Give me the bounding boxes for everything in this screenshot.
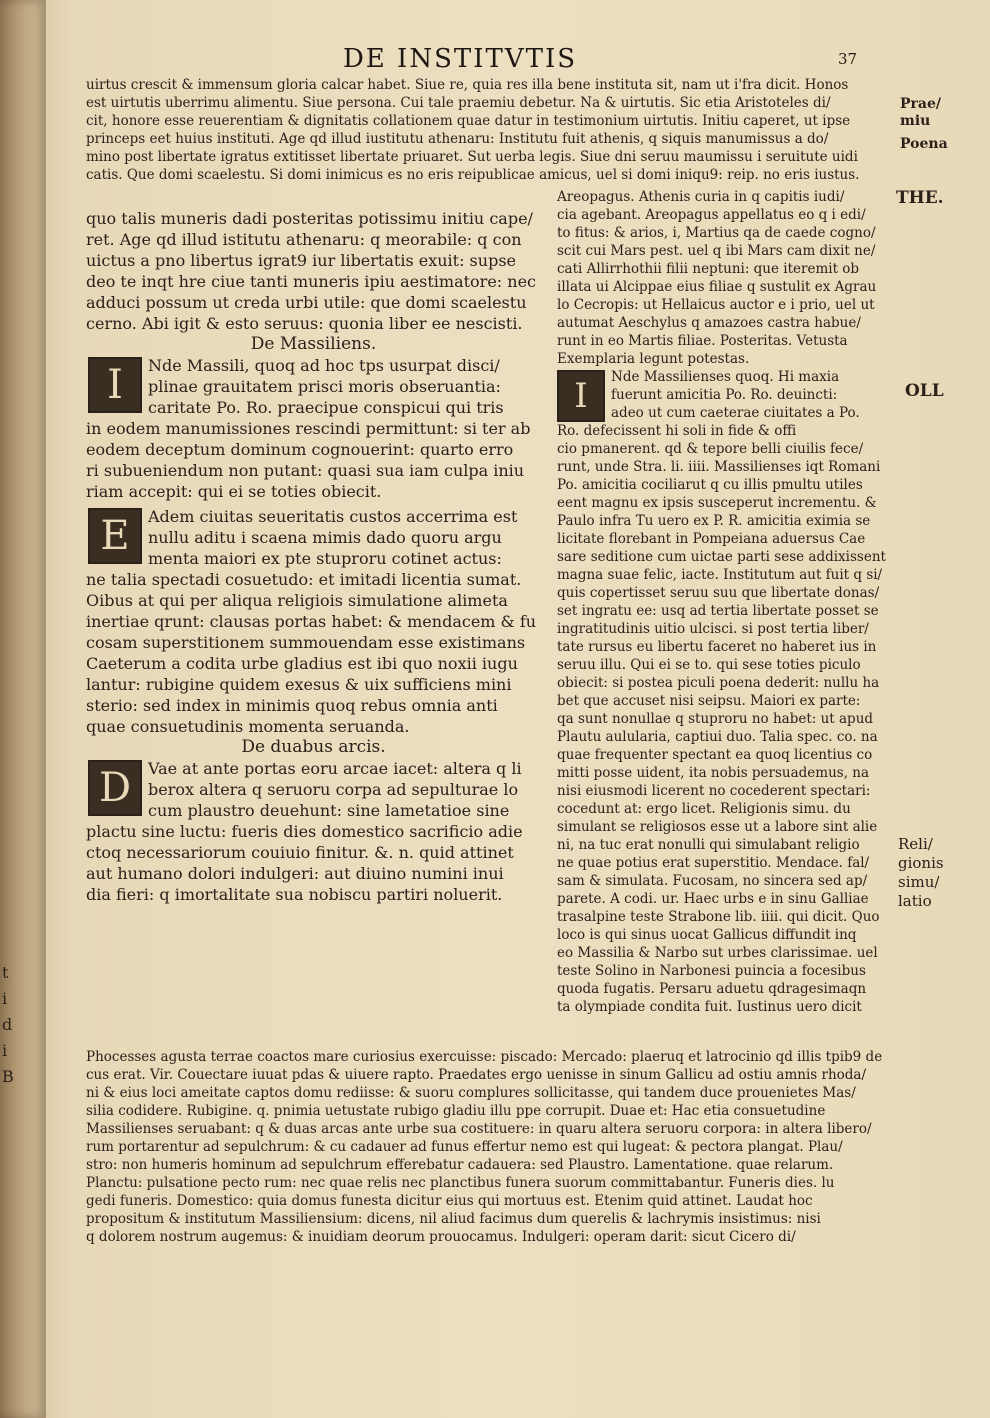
commentary-line: teste Solino in Narbonesi puincia a focesibus (557, 963, 866, 979)
commentary-line: q dolorem nostrum augemus: & inuidiam deorum prouocamus. Indulgeri: operam darit: sicut Cicero di/ (86, 1229, 796, 1245)
commentary-line: adeo ut cum caeterae ciuitates a Po. (611, 405, 860, 421)
main-text-line: Caeterum a codita urbe gladius est ibi quo noxii iugu (86, 654, 518, 673)
decorated-initial: D (88, 760, 142, 816)
commentary-line: quis copertisset seruu suu que libertate donas/ (557, 585, 880, 601)
main-text-line: quae consuetudinis momenta seruanda. (86, 717, 410, 736)
commentary-line: Exemplaria legunt potestas. (557, 351, 750, 367)
commentary-line: magna suae felic, iacte. Institutum aut fuit q si/ (557, 567, 883, 583)
binding-gutter (0, 0, 46, 1418)
main-text-line: Oibus at qui per aliqua religiois simulatione alimeta (86, 591, 508, 610)
running-title: DE INSTITVTIS (342, 44, 578, 74)
commentary-line: cio pmanerent. qd & tepore belli ciuilis fece/ (557, 441, 864, 457)
main-text-line: uictus a pno libertus igrat9 iur libertatis exuit: supse (86, 251, 516, 270)
commentary-line: Areopagus. Athenis curia in q capitis iudi/ (557, 189, 845, 205)
commentary-line: Po. amicitia cociliarut q cu illis pmultu utiles (557, 477, 863, 493)
margin-note-religionis: Reli/ gionis simu/ latio (898, 835, 944, 910)
commentary-line: autumat Aeschylus q amazoes castra habue/ (557, 315, 861, 331)
main-text-line: inertiae qrunt: clausas portas habet: & mendacem & fu (86, 612, 537, 631)
main-text-line: eodem deceptum dominum cognouerint: quarto erro (86, 440, 514, 459)
commentary-line: mino post libertate igratus extitisset libertate priuaret. Sut uerba legis. Siue dni seruu maumissu i seruitute uidi (86, 149, 858, 165)
commentary-line: licitate florebant in Pompeiana aduersus Cae (557, 531, 866, 547)
commentary-line: to fitus: & arios, i, Martius qa de caede cogno/ (557, 225, 876, 241)
main-text-line: in eodem manumissiones rescindi permittunt: si ter ab (86, 419, 531, 438)
gutter-mark: t (2, 963, 9, 982)
decorated-initial: I (88, 357, 142, 413)
main-text-line: dia fieri: q imortalitate sua nobiscu partiri noluerit. (86, 885, 503, 904)
commentary-line: mitti posse uident, ita nobis persuademus, na (557, 765, 870, 781)
main-text-line: quo talis muneris dadi posteritas potissimu initiu cape/ (86, 209, 533, 228)
main-text-line: plactu sine luctu: fueris dies domestico sacrificio adie (86, 822, 523, 841)
commentary-line: trasalpine teste Strabone lib. iiii. qui dicit. Quo (557, 909, 880, 925)
commentary-line: seruu illu. Qui ei se to. qui sese toties piculo (557, 657, 861, 673)
section-heading-arcis: De duabus arcis. (241, 737, 386, 757)
gutter-mark: d (2, 1015, 13, 1034)
main-text-line: cosam superstitionem summouendam esse existimans (86, 633, 526, 652)
main-text-line: riam accepit: qui ei se toties obiecit. (86, 482, 382, 501)
commentary-line: ni, na tuc erat nonulli qui simulabant religio (557, 837, 860, 853)
commentary-line: illata ui Alcippae eius filiae q sustulit ex Agrau (557, 279, 877, 295)
section-arcis (86, 758, 541, 905)
main-text-line: ret. Age qd illud istitutu athenaru: q meorabile: q con (86, 230, 522, 249)
commentary-bottom (86, 1048, 906, 1246)
commentary-line: bet que accuset nisi seipsu. Maiori ex parte: (557, 693, 861, 709)
main-text-line: sterio: sed index in minimis quoq rebus omnia anti (86, 696, 498, 715)
commentary-line: catis. Que domi scaelestu. Si domi inimicus es no eris reipublicae amicus, uel si domi iniqu9: reip. no eris iustus. (86, 167, 860, 183)
commentary-line: Plautu aulularia, captiui duo. Talia spec. co. na (557, 729, 878, 745)
commentary-line: gedi funeris. Domestico: quia domus funesta dicitur eius qui mortuus est. Etenim quid attinet. Laudat hoc (86, 1193, 813, 1209)
commentary-line: ingratitudinis uitio ulcisci. si post tertia liber/ (557, 621, 869, 637)
decorated-initial: I (557, 370, 605, 422)
commentary-line: lo Cecropis: ut Hellaicus auctor e i prio, uel ut (557, 297, 875, 313)
main-text-line: deo te inqt hre ciue tanti muneris ipiu aestimatore: nec (86, 272, 536, 291)
main-text-line: lantur: rubigine quidem exesus & uix sufficiens mini (86, 675, 512, 694)
commentary-line: ni & eius loci ameitate captos domu rediisse: & suoru complures sollicitasse, qui tandem duce prouenietes Mas/ (86, 1085, 856, 1101)
commentary-line: stro: non humeris hominum ad sepulchrum efferebatur cadauera: sed Plaustro. Lamentatione. quae relarum. (86, 1157, 834, 1173)
commentary-line: cati Allirrhothii filii neptuni: que iteremit ob (557, 261, 860, 277)
commentary-line: nisi eiusmodi licerent no cocederent spectari: (557, 783, 871, 799)
gutter-mark: B (2, 1067, 14, 1086)
commentary-line: ne quae potius erat superstitio. Mendace. fal/ (557, 855, 870, 871)
main-text-line: nullu aditu i scaena mimis dado quoru argu (148, 528, 502, 547)
main-text-line: menta maiori ex pte stuproru cotinet actus: (148, 549, 502, 568)
commentary-line: quae frequenter spectant ea quoq licentius co (557, 747, 873, 763)
gutter-mark: i (2, 1041, 8, 1060)
main-text-line: aut humano dolori indulgeri: aut diuino numini inui (86, 864, 504, 883)
commentary-line: propositum & institutum Massiliensium: dicens, nil aliud facimus dum querelis & lachrymis insistimus: nisi (86, 1211, 821, 1227)
commentary-line: est uirtutis uberrimu alimentu. Siue persona. Cui tale praemiu debetur. Na & uirtutis. Sic etia Aristoteles di/ (86, 95, 831, 111)
commentary-line: qa sunt nonullae q stuproru no habet: ut apud (557, 711, 874, 727)
main-text-line: cerno. Abi igit & esto seruus: quonia liber ee nescisti. (86, 314, 523, 333)
main-text-line: ctoq necessariorum couiuio finitur. &. n. quid attinet (86, 843, 514, 862)
section-massiliens (86, 355, 541, 502)
commentary-line: set ingratu ee: usq ad tertia libertate posset se (557, 603, 879, 619)
margin-note-poena: Poena (900, 136, 948, 152)
main-text-line: cum plaustro deuehunt: sine lametatioe sine (148, 801, 510, 820)
commentary-line: uirtus crescit & immensum gloria calcar habet. Siue re, quia res illa bene instituta sit, nam ut i'fra dicit. Honos (86, 77, 849, 93)
main-text-line: adduci possum ut creda urbi utile: que domi scaelestu (86, 293, 527, 312)
commentary-line: sam & simulata. Fucosam, no sincera sed ap/ (557, 873, 868, 889)
main-text-line: caritate Po. Ro. praecipue conspicui qui tris (148, 398, 504, 417)
commentary-line: Massilienses seruabant: q & duas arcas ante urbe sua costituere: in quaru altera seruoru corpora: in altera libero/ (86, 1121, 872, 1137)
commentary-line: sare seditione cum uictae parti sese addixissent (557, 549, 886, 565)
commentary-line: Ro. defecissent hi soli in fide & offi (557, 423, 797, 439)
commentary-line: cocedunt at: ergo licet. Religionis simu. du (557, 801, 851, 817)
commentary-line: Paulo infra Tu uero ex P. R. amicitia eximia se (557, 513, 871, 529)
commentary-line: runt, unde Stra. li. iiii. Massilienses iqt Romani (557, 459, 881, 475)
commentary-line: cit, honore esse reuerentiam & dignitatis collationem quae datur in testimonium uirtutis. Initiu caperet, ut ipse (86, 113, 851, 129)
commentary-line: scit cui Mars pest. uel q ibi Mars cam dixit ne/ (557, 243, 876, 259)
right-section-massil (557, 368, 892, 1016)
margin-note-praemiu: Prae/ miu (900, 96, 941, 129)
decorated-initial: E (88, 508, 142, 564)
gutter-marks (2, 960, 32, 1090)
commentary-line: obiecit: si postea piculi poena dederit: nullu ha (557, 675, 880, 691)
commentary-line: cus erat. Vir. Couectare iuuat pdas & uiuere rapto. Praedates ergo uenisse in sinum Gallicu ad ostiu amnis rhoda/ (86, 1067, 867, 1083)
commentary-line: eent magnu ex ipsis susceperut incrementu. & (557, 495, 877, 511)
commentary-line: ta olympiade condita fuit. Iustinus uero dicit (557, 999, 862, 1015)
main-text-column (86, 208, 541, 905)
commentary-line: Phocesses agusta terrae coactos mare curiosius exercuisse: piscado: Mercado: plaeruq et latrocinio qd illis tpib9 de (86, 1049, 883, 1065)
margin-note-the: THE. (896, 188, 944, 208)
commentary-line: Planctu: pulsatione pecto rum: nec quae relis nec planctibus funera suorum committabantur. Funeris dies. lu (86, 1175, 835, 1191)
folio-number: 37 (838, 50, 858, 68)
main-text-line: plinae grauitatem prisci moris obseruantia: (148, 377, 501, 396)
commentary-line: silia codidere. Rubigine. q. pnimia uetustate rubigo gladiu illu ppe corrupit. Duae et: Hac etia consuetudine (86, 1103, 826, 1119)
main-text-line: ri subueniendum non putant: quasi sua iam culpa iniu (86, 461, 525, 480)
main-text-line: Adem ciuitas seueritatis custos accerrima est (148, 507, 518, 526)
commentary-line: Nde Massilienses quoq. Hi maxia (611, 369, 840, 385)
margin-note-oll: OLL (905, 381, 944, 401)
main-text-line: Vae at ante portas eoru arcae iacet: altera q li (148, 759, 522, 778)
commentary-line: simulant se religiosos esse ut a labore sint alie (557, 819, 878, 835)
gutter-mark: i (2, 989, 8, 1008)
commentary-line: cia agebant. Areopagus appellatus eo q i edi/ (557, 207, 866, 223)
section-eadem (86, 506, 541, 737)
commentary-line: eo Massilia & Narbo sut urbes clarissimae. uel (557, 945, 878, 961)
commentary-line: runt in eo Martis filiae. Posteritas. Vetusta (557, 333, 848, 349)
commentary-line: quoda fugatis. Persaru aduetu qdragesimaqn (557, 981, 867, 997)
main-text-line: Nde Massili, quoq ad hoc tps usurpat disci/ (148, 356, 500, 375)
section-heading-massiliens: De Massiliens. (250, 334, 377, 354)
commentary-line: fuerunt amicitia Po. Ro. deuincti: (611, 387, 838, 403)
right-commentary-column (557, 188, 892, 1016)
commentary-line: princeps eet huius instituti. Age qd illud iustitutu athenaru: Institutu fuit athenis, q siquis manumissus a do/ (86, 131, 829, 147)
commentary-top (86, 76, 886, 184)
commentary-line: loco is qui sinus uocat Gallicus diffundit inq (557, 927, 857, 943)
main-text-line: berox altera q seruoru corpa ad sepulturae lo (148, 780, 519, 799)
commentary-line: tate rursus eu libertu faceret no haberet ius in (557, 639, 877, 655)
main-text-line: ne talia spectadi cosuetudo: et imitadi licentia sumat. (86, 570, 522, 589)
commentary-line: parete. A codi. ur. Haec urbs e in sinu Galliae (557, 891, 869, 907)
commentary-line: rum portarentur ad sepulchrum: & cu cadauer ad funus effertur nemo est qui lugeat: & pectora plangat. Plau/ (86, 1139, 843, 1155)
